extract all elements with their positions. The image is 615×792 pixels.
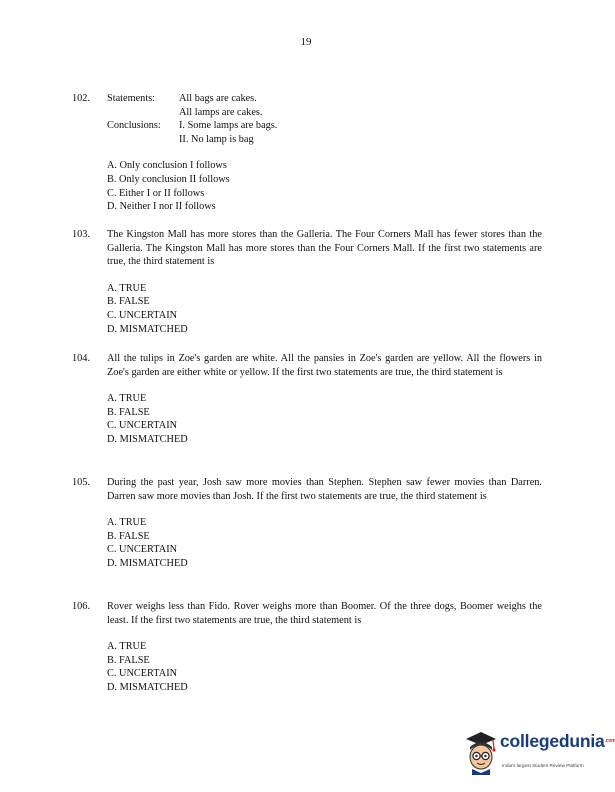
statements-label: Statements: xyxy=(107,93,156,104)
option-c: C. UNCERTAIN xyxy=(107,309,178,321)
question-106 xyxy=(72,600,542,695)
statements-block xyxy=(107,92,542,119)
page-number: 19 xyxy=(300,36,312,48)
question-104 xyxy=(72,352,542,447)
question-body xyxy=(107,92,542,146)
question-105 xyxy=(72,476,542,571)
conclusions-block xyxy=(107,119,542,146)
option-b: B. FALSE xyxy=(107,530,150,542)
options-list xyxy=(107,392,542,446)
options-list xyxy=(107,640,542,694)
question-text: The Kingston Mall has more stores than the Galleria. The Four Corners Mall has fewer stores than the Galleria. The Kingston Mall has more stores than the Four Corners Mall. If the first two statements are true, the third statement is xyxy=(107,229,542,268)
question-number: 103. xyxy=(72,229,91,240)
option-a: A. Only conclusion I follows xyxy=(107,160,227,172)
option-d: D. MISMATCHED xyxy=(107,323,188,335)
option-c: C. UNCERTAIN xyxy=(107,668,178,680)
collegedunia-logo xyxy=(462,728,615,778)
options-list xyxy=(107,159,542,213)
graduate-mascot-icon xyxy=(462,728,500,776)
logo-tagline: India's largest Student Review Platform xyxy=(502,763,584,768)
question-text: All the tulips in Zoe's garden are white. All the pansies in Zoe's garden are yellow. All the flowers in Zoe's garden are either white or yellow. If the first two statements are true, the third statement is xyxy=(107,353,542,378)
question-number: 104. xyxy=(72,353,91,364)
option-a: A. TRUE xyxy=(107,641,147,653)
statement-line: All lamps are cakes. xyxy=(179,106,263,118)
options-list xyxy=(107,282,542,336)
option-b: B. FALSE xyxy=(107,296,150,308)
option-b: B. FALSE xyxy=(107,654,150,666)
option-c: C. UNCERTAIN xyxy=(107,544,178,556)
option-d: D. MISMATCHED xyxy=(107,557,188,569)
option-a: A. TRUE xyxy=(107,282,147,294)
option-b: B. Only conclusion II follows xyxy=(107,173,230,185)
question-text: Rover weighs less than Fido. Rover weighs more than Boomer. Of the three dogs, Boomer weighs the least. If the first two statements are true, the third statement is xyxy=(107,601,542,626)
option-d: D. MISMATCHED xyxy=(107,681,188,693)
question-number: 105. xyxy=(72,477,91,488)
options-list xyxy=(107,516,542,570)
option-b: B. FALSE xyxy=(107,406,150,418)
option-a: A. TRUE xyxy=(107,517,147,529)
logo-wordmark: collegedunia$^{.com}$ xyxy=(500,731,615,751)
option-d: D. Neither I nor II follows xyxy=(107,201,216,213)
question-103 xyxy=(72,228,542,336)
option-c: C. Either I or II follows xyxy=(107,187,205,199)
conclusion-line: II. No lamp is bag xyxy=(179,133,254,145)
question-number: 102. xyxy=(72,93,91,104)
statement-line: All bags are cakes. xyxy=(179,93,257,104)
option-c: C. UNCERTAIN xyxy=(107,420,178,432)
question-102 xyxy=(72,92,542,214)
question-number: 106. xyxy=(72,601,91,612)
option-a: A. TRUE xyxy=(107,393,147,405)
option-d: D. MISMATCHED xyxy=(107,433,188,445)
conclusions-label: Conclusions: xyxy=(107,120,161,132)
conclusion-line: I. Some lamps are bags. xyxy=(179,120,278,132)
question-text: During the past year, Josh saw more movies than Stephen. Stephen saw fewer movies than Darren. Darren saw more movies than Josh. If the first two statements are true, the third statement is xyxy=(107,477,542,502)
